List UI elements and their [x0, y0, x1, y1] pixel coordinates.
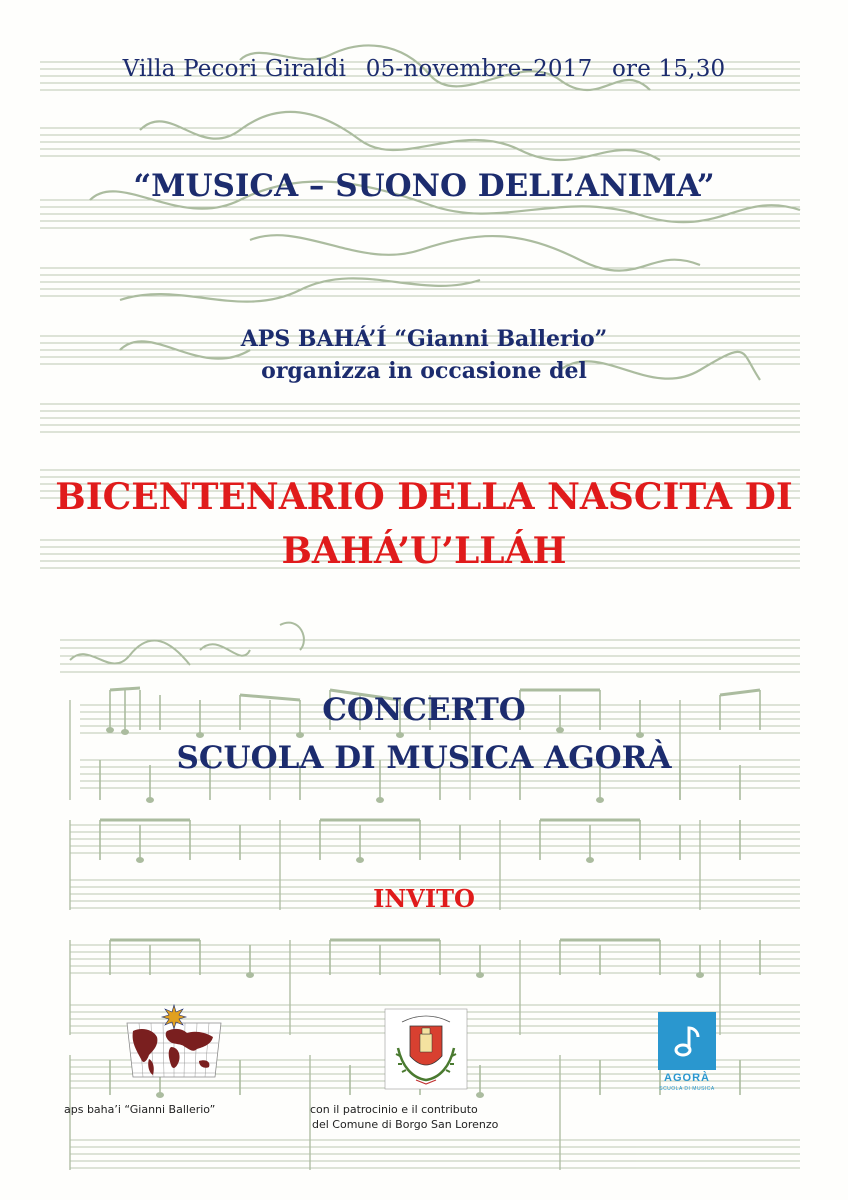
music-note-icon [658, 1012, 716, 1070]
agora-logo-subtitle: SCUOLA DI MUSICA [659, 1086, 715, 1092]
agora-logo-name: AGORÀ [664, 1072, 710, 1084]
agora-logo-box [658, 1012, 716, 1070]
footer-patronage-line1: con il patrocinio e il contributo [310, 1103, 478, 1116]
comune-borgo-san-lorenzo-crest [384, 1008, 468, 1090]
concert-heading: CONCERTO [322, 692, 526, 728]
event-date: 05-novembre–2017 [365, 56, 593, 82]
bahai-world-map-logo [123, 1003, 225, 1081]
event-title-line1: BICENTENARIO DELLA NASCITA DI [55, 476, 793, 518]
organizer-subtitle: organizza in occasione del [261, 358, 587, 384]
footer-organizer-caption: aps baha’i “Gianni Ballerio” [64, 1103, 216, 1116]
event-info-line [0, 56, 848, 82]
event-time: ore 15,30 [611, 56, 726, 82]
motto-title: “MUSICA – SUONO DELL’ANIMA” [133, 168, 715, 204]
footer-patronage-line2: del Comune di Borgo San Lorenzo [312, 1118, 499, 1131]
invite-label: INVITO [373, 884, 475, 913]
concert-school: SCUOLA DI MUSICA AGORÀ [176, 740, 672, 776]
agora-music-school-logo [658, 1012, 716, 1098]
event-title-line2: BAHÁ’U’LLÁH [281, 530, 567, 572]
venue: Villa Pecori Giraldi [122, 56, 347, 82]
organizer-name: APS BAHÁ’Í “Gianni Ballerio” [240, 326, 608, 352]
